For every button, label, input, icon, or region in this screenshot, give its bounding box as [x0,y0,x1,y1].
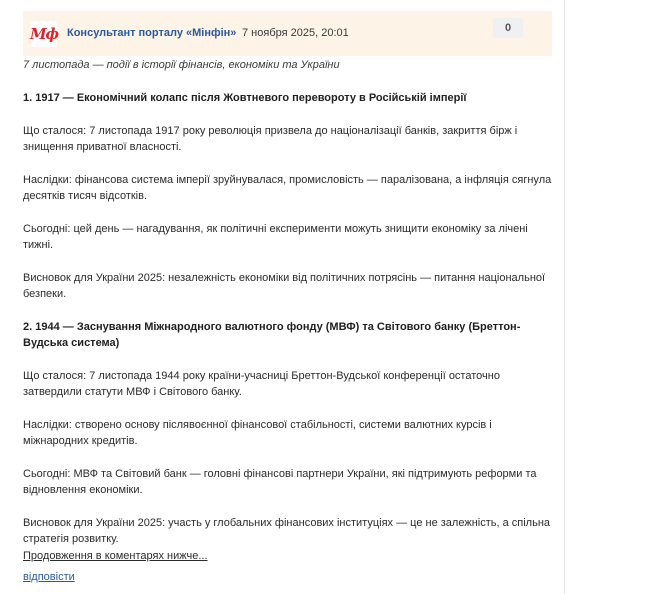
post-paragraph: Висновок для України 2025: незалежність економіки від політичних потрясінь — питання національної безпеки. [23,272,546,300]
post-timestamp: 7 ноября 2025, 20:01 [242,27,349,39]
post-paragraph: Наслідки: фінансова система імперії зруйнувалася, промисловість — паралізована, а інфляція сягнула десятків тисяч відсотків. [23,174,552,202]
post-paragraphs [23,90,558,547]
reply-link[interactable]: відповісти [23,571,75,583]
section-heading: 2. 1944 — Заснування Міжнародного валютного фонду (МВФ) та Світового банку (Бреттон-Вудська система) [23,321,521,349]
minfin-logo[interactable] [31,21,57,47]
post-paragraph: Що сталося: 7 листопада 1944 року країни-учасниці Бреттон-Вудської конференції остаточно затвердили статути МВФ і Світового банку. [23,370,500,398]
continue-in-comments-link[interactable]: Продовження в коментарях нижче... [23,550,208,562]
post-paragraph: Сьогодні: цей день — нагадування, як політичні експерименти можуть знищити економіку за лічені тижні. [23,223,528,251]
logo-text: Мф [29,25,59,43]
post-paragraph: Що сталося: 7 листопада 1917 року революція призвела до націоналізації банків, закриття бірж і знищення приватної власності. [23,125,518,153]
post-paragraph: Наслідки: створено основу післявоєнної фінансової стабільності, системи валютних курсів і міжнародних кредитів. [23,419,492,447]
rating-count-badge[interactable]: 0 [493,18,523,38]
post-header [23,11,552,56]
section-heading: 1. 1917 — Економічний колапс після Жовтневого перевороту в Російській імперії [23,92,467,104]
author-link[interactable]: Консультант порталу «Мінфін» [67,27,237,39]
post-body [23,57,558,547]
post-paragraph: Висновок для України 2025: участь у глобальних фінансових інституціях — це не залежність, а спільна стратегія розвитку. [23,517,551,545]
post-paragraph: Сьогодні: МВФ та Світовий банк — головні фінансові партнери України, які підтримують реформи та відновлення економіки. [23,468,537,496]
post-subtitle: 7 листопада — події в історії фінансів, економіки та України [23,59,340,71]
